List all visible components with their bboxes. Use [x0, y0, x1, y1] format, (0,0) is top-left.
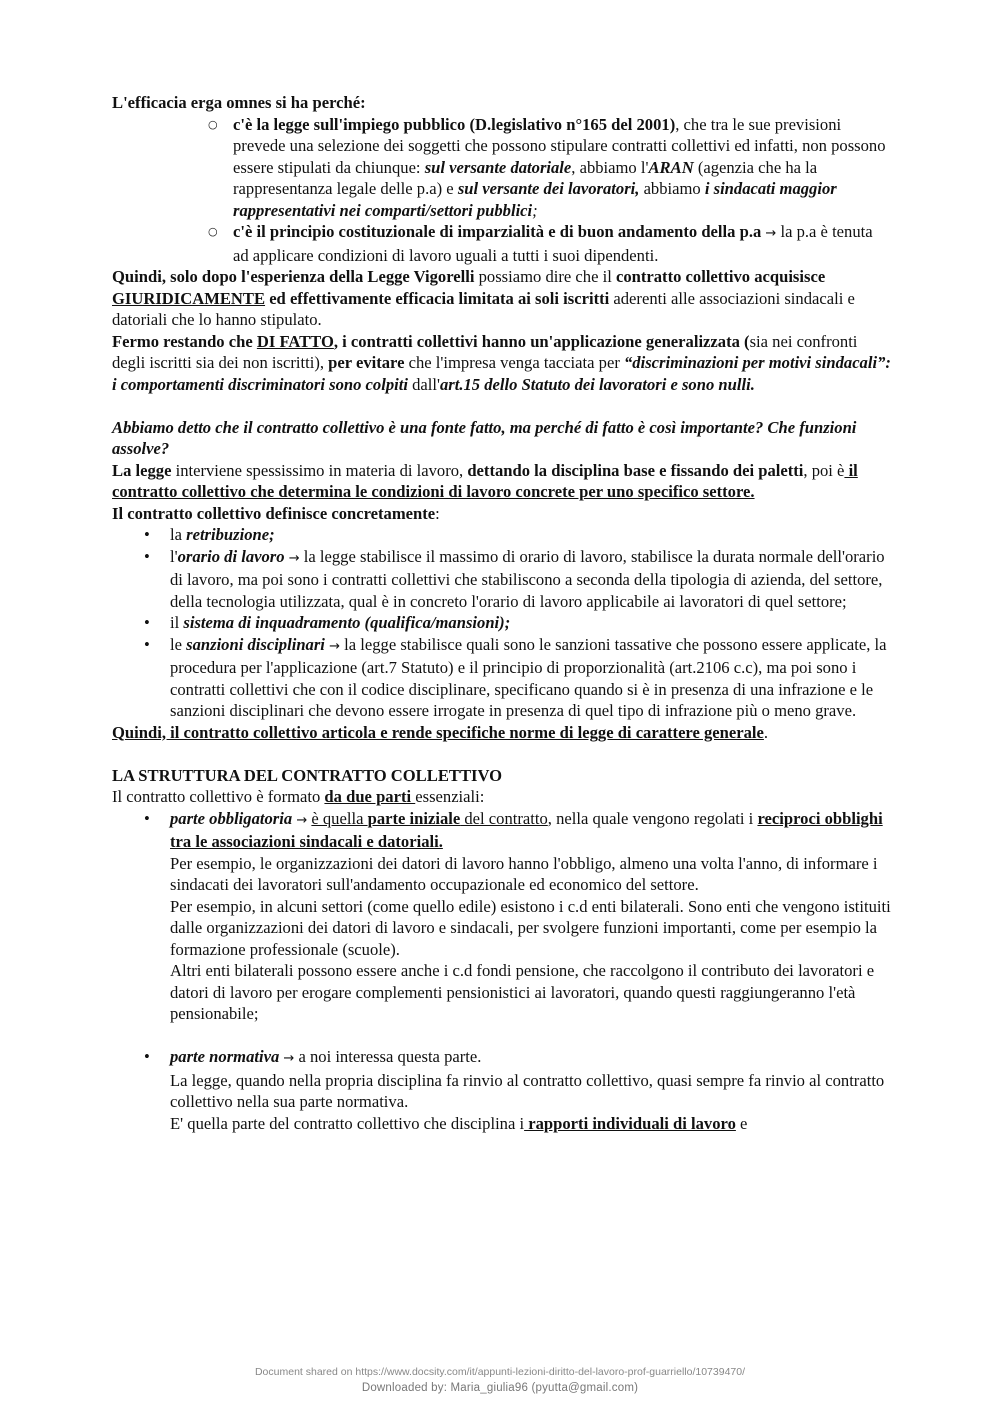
intro-heading: L'efficacia erga omnes si ha perché: [112, 93, 366, 112]
paragraph-quindi-articola: Quindi, il contratto collettivo articola e rende specifiche norme di legge di carattere generale. [112, 722, 769, 742]
circle-bullet-icon: ○ [208, 225, 218, 238]
list-item: ○ c'è la legge sull'impiego pubblico (D.legislativo n°165 del 2001), che tra le sue previsioni prevede una selezione dei soggetti che possono stipulare contratti collettivi ed infatti, non possono essere stipulati da chiunque: sul versante datoriale, abbiamo l'ARAN (agenzia che ha la rappresentanza legale delle p.a) e sul versante dei lavoratori, abbiamo i sindacati maggior rappresentativi nei comparti/settori pubblici; [208, 114, 886, 220]
bullet-icon: • [144, 546, 150, 566]
normativa-paragraph: La legge, quando nella propria disciplina fa rinvio al contratto collettivo, quasi sempre fa rinvio al contratto collettivo nella sua parte normativa. [170, 1070, 885, 1111]
list-item: • l'orario di lavoro → la legge stabilisce il massimo di orario di lavoro, stabilisce la durata normale dell'orario di lavoro, ma poi sono i contratti collettivi che stabiliscono a seconda della tipologia di azienda, del settore, della tecnologia utilizzata, qual è in concreto l'orario di lavoro applicabile ai lavoratori di quel settore; [144, 546, 885, 611]
contract-parts-list [112, 808, 892, 1135]
document-body [112, 92, 892, 1134]
circle-bullet-icon: ○ [208, 117, 218, 131]
list-item-parte-normativa: • parte normativa → a noi interessa questa parte. La legge, quando nella propria disciplina fa rinvio al contratto collettivo, quasi sempre fa rinvio al contratto collettivo nella sua parte normativa. E' quella parte del contratto collettivo che disciplina i rapporti individuali di lavoro e [112, 1046, 892, 1134]
list-item-parte-obbligatoria: • parte obbligatoria → è quella parte iniziale del contratto, nella quale vengono regolati i reciproci obblighi tra le associazioni sindacali e datoriali. Per esempio, le organizzazioni dei datori di lavoro hanno l'obbligo, almeno una volta l'anno, di informare i sindacati dei lavoratori sull'andamento occupazionale ed economico del settore. Per esempio, in alcuni settori (come quello edile) esistono i c.d enti bilaterali. Sono enti che vengono istituiti dalle organizzazioni dei datori di lavoro e sindacali, per svolgere funzioni importanti, come per esempio la formazione professionale (scuole). Altri enti bilaterali possono essere anche i c.d fondi pensione, che raccolgono il contributo dei lavoratori e datori di lavoro per erogare complementi pensionistici ai lavoratori, quando questi raggiungeranno l'età pensionabile; [144, 808, 891, 1023]
right-arrow-icon: → [296, 812, 308, 828]
bullet-icon: • [144, 808, 150, 828]
bullet-icon: • [144, 1047, 150, 1066]
paragraph-formato: Il contratto collettivo è formato da due parti essenziali: [112, 787, 485, 806]
bullet-icon: • [144, 634, 150, 654]
normativa-paragraph: E' quella parte del contratto collettivo che disciplina i rapporti individuali di lavoro e [170, 1113, 748, 1133]
section-title: LA STRUTTURA DEL CONTRATTO COLLETTIVO [112, 765, 503, 785]
right-arrow-icon: → [283, 1051, 295, 1066]
footer-downloaded-by: Downloaded by: Maria_giulia96 (pyutta@gmail.com) [361, 1382, 639, 1394]
paragraph-vigorelli: Quindi, solo dopo l'esperienza della Legge Vigorelli possiamo dire che il contratto collettivo acquisisce GIURIDICAMENTE ed effettivamente efficacia limitata ai soli iscritti aderenti alle associazioni sindacali e datoriali che lo hanno stipulato. [112, 267, 855, 329]
example-paragraph: Altri enti bilaterali possono essere anche i c.d fondi pensione, che raccolgono il contributo dei lavoratori e datori di lavoro per erogare complementi pensionistici ai lavoratori, quando questi raggiungeranno l'età pensionabile; [170, 961, 875, 1023]
paragraph-legge: La legge interviene spessissimo in materia di lavoro, dettando la disciplina base e fissando dei paletti, poi è il contratto collettivo che determina le condizioni di lavoro concrete per uno specifico settore. [112, 460, 858, 501]
footer-shared-link[interactable]: Document shared on https://www.docsity.com/it/appunti-lezioni-diritto-del-lavoro-prof-guarriello/10739470/ [254, 1366, 746, 1378]
list-item: ○ c'è il principio costituzionale di imparzialità e di buon andamento della p.a → la p.a è tenuta ad applicare condizioni di lavoro uguali a tutti i suoi dipendenti. [208, 222, 873, 265]
list-item: • la retribuzione; [144, 525, 275, 544]
definisce-heading: Il contratto collettivo definisce concretamente: [112, 503, 440, 523]
list-item: • le sanzioni disciplinari → la legge stabilisce quali sono le sanzioni tassative che possono essere applicate, la procedura per l'applicazione (art.7 Statuto) e il principio di proporzionalità (art.2106 c.c), ma poi sono i contratti collettivi che con il codice disciplinare, specificano quando si è in presenza di una infrazione e le sanzioni disciplinari che devono essere irrogate in presenza di quel tipo di infrazione più o meno grave. [144, 634, 887, 720]
paragraph-di-fatto: Fermo restando che DI FATTO, i contratti collettivi hanno un'applicazione generalizzata (sia nei confronti degli iscritti sia dei non iscritti), per evitare che l'impresa venga tacciata per “discriminazioni per motivi sindacali”: i comportamenti discriminatori sono colpiti dall'art.15 dello Statuto dei lavoratori e sono nulli. [112, 331, 891, 394]
question-paragraph: Abbiamo detto che il contratto collettivo è una fonte fatto, ma perché di fatto è così importante? Che funzioni assolve? [112, 417, 857, 458]
bullet-icon: • [144, 613, 150, 632]
list-item: • il sistema di inquadramento (qualifica/mansioni); [144, 613, 511, 632]
bullet-icon: • [144, 525, 150, 544]
right-arrow-icon: → [765, 226, 777, 241]
right-arrow-icon: → [288, 550, 300, 566]
right-arrow-icon: → [329, 638, 340, 654]
example-paragraph: Per esempio, le organizzazioni dei datori di lavoro hanno l'obbligo, almeno una volta l'anno, di informare i sindacati dei lavoratori sull'andamento occupazionale ed economico del settore. [170, 853, 878, 894]
functions-list [112, 524, 892, 722]
example-paragraph: Per esempio, in alcuni settori (come quello edile) esistono i c.d enti bilaterali. Sono enti che vengono istituiti dalle organizzazioni dei datori di lavoro e sindacali, per svolgere funzioni importanti, come per esempio la formazione professionale (scuole). [170, 896, 891, 959]
efficacy-reasons-list [112, 114, 892, 267]
